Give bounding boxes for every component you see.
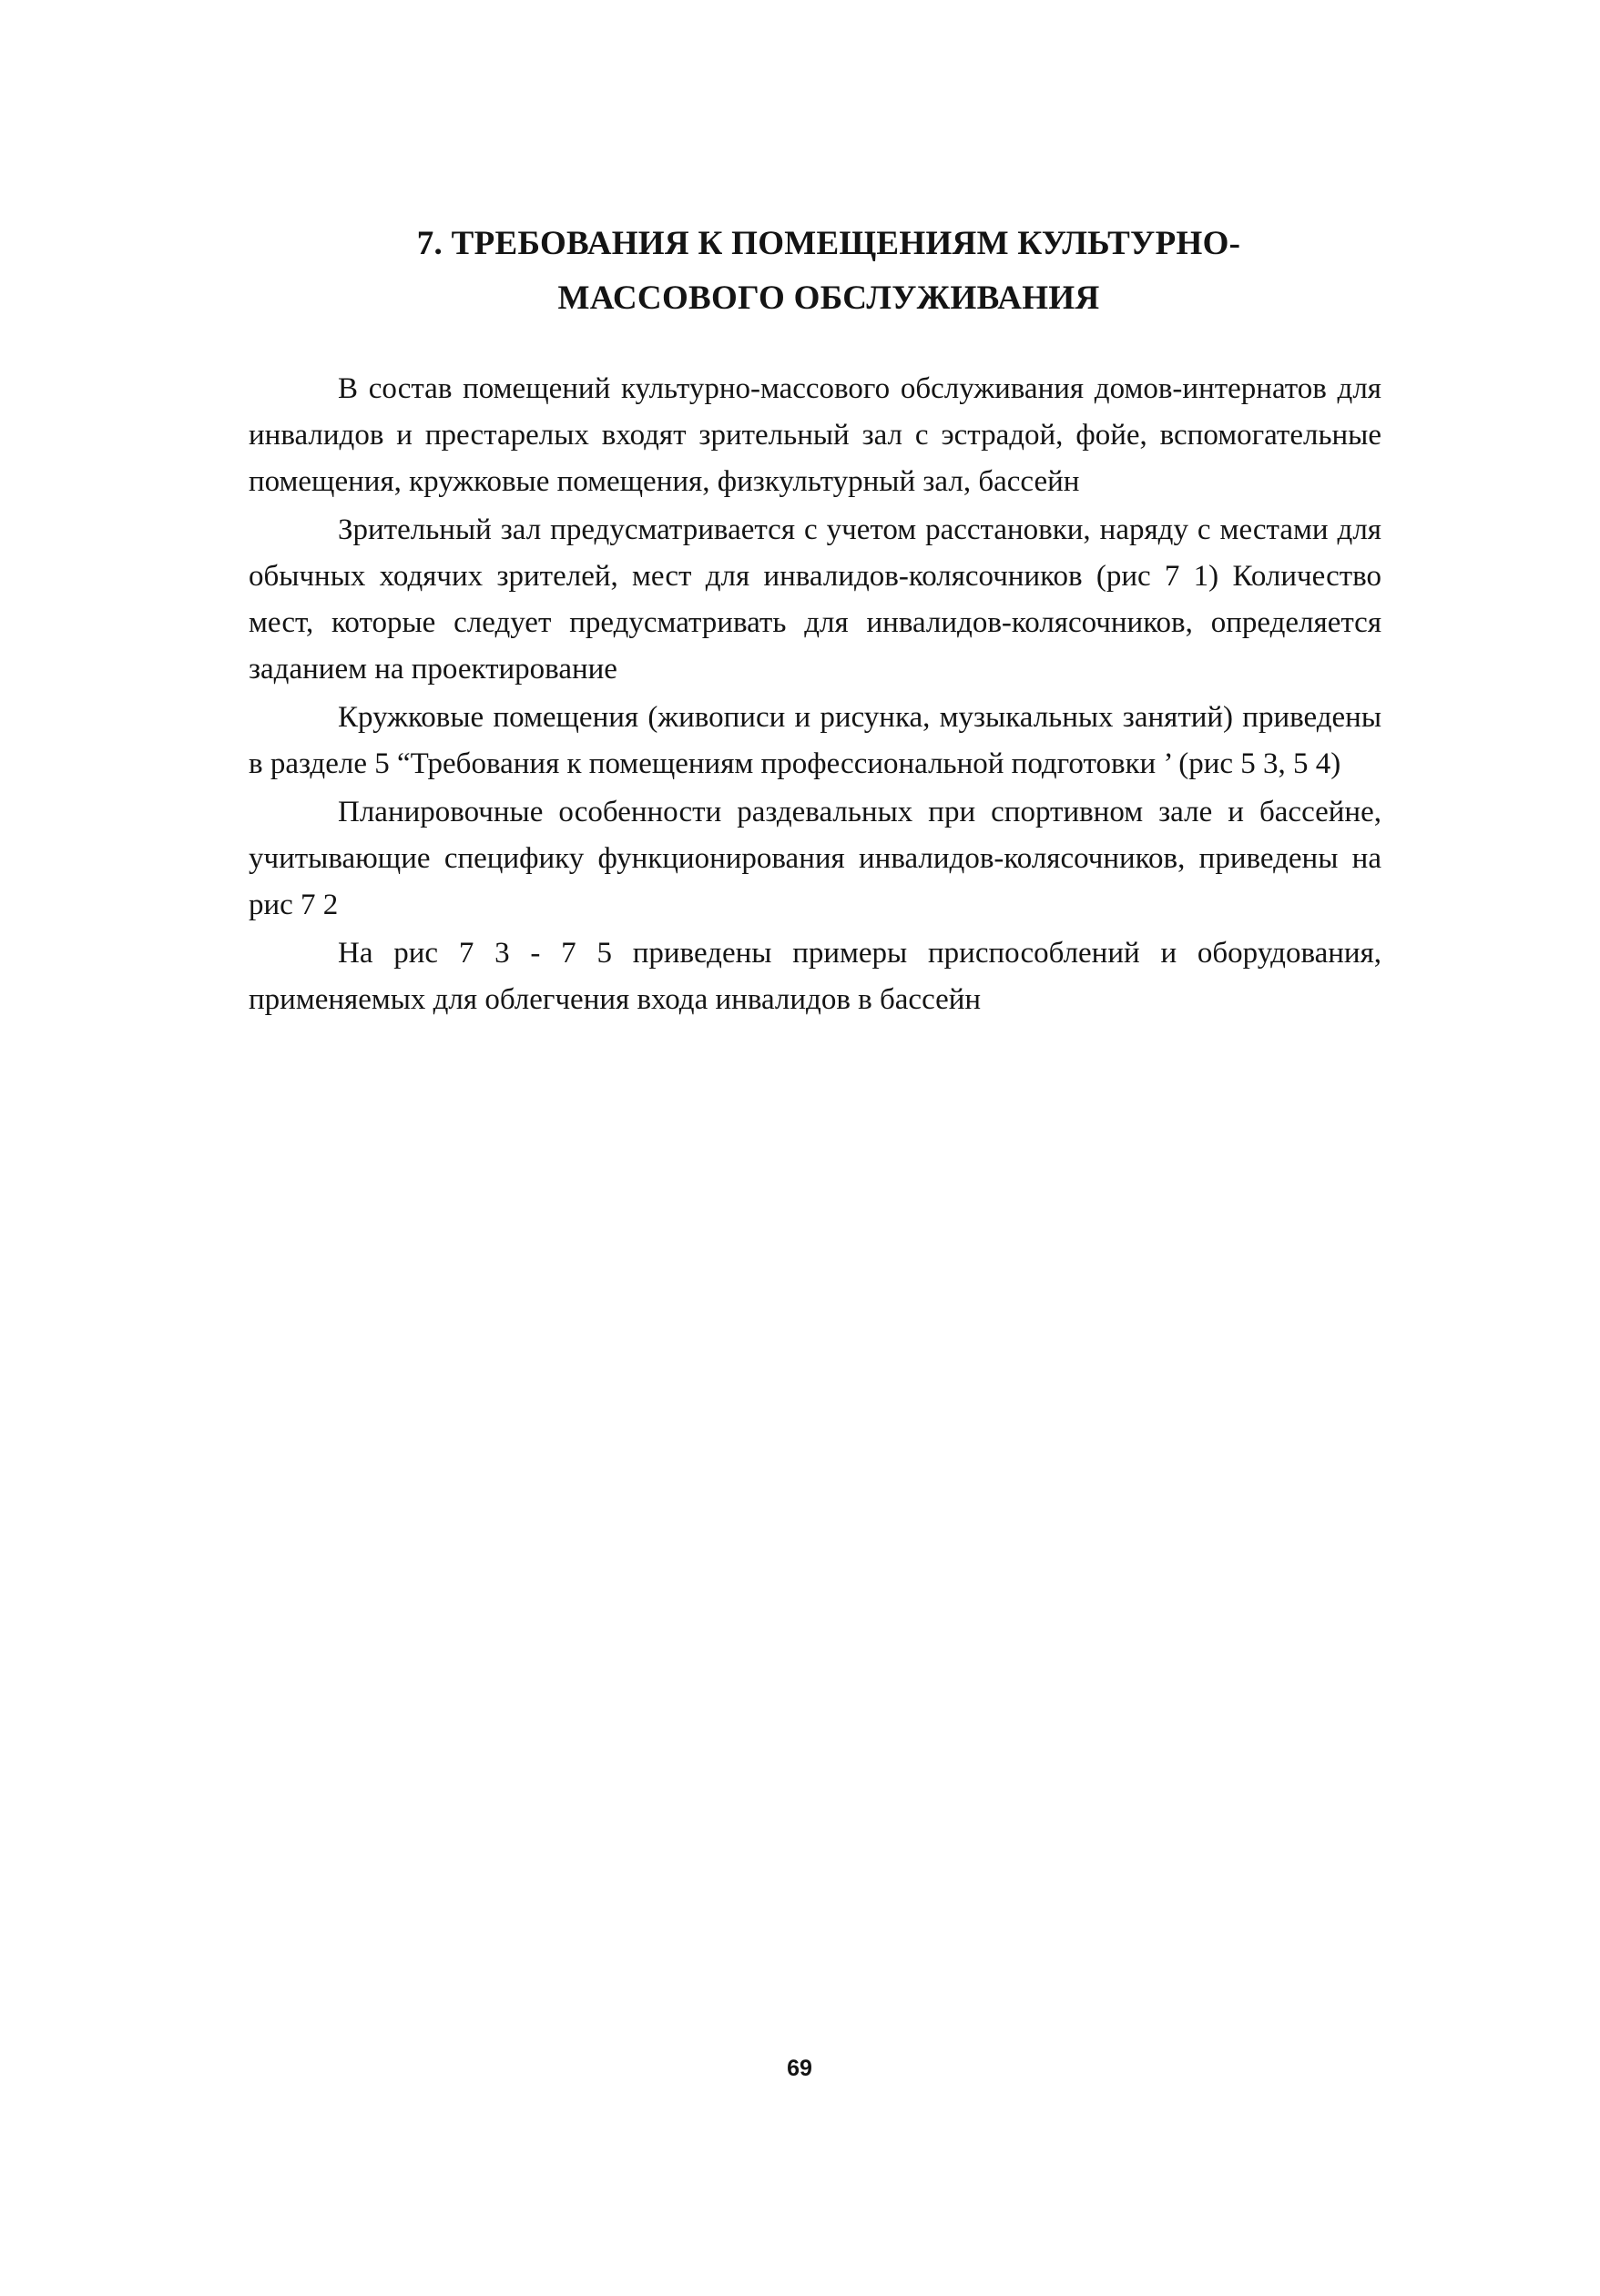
section-heading-line-2: МАССОВОГО ОБСЛУЖИВАНИЯ [557, 279, 1100, 317]
page-number: 69 [787, 2056, 812, 2081]
paragraph-3: Кружковые помещения (живописи и рисунка, музыкальных занятий) приведены в разделе 5 “Требования к помещениям профессиональной подготовки ’ (рис 5 3, 5 4) [249, 701, 1381, 780]
body-text [249, 366, 1381, 1025]
paragraph-1: В состав помещений культурно-массового обслуживания домов-интернатов для инвалидов и престарелых входят зрительный зал с эстрадой, фойе, вспомогательные помещения, кружковые помещения, физкультурный зал, бассейн [249, 372, 1381, 498]
paragraph-5: На рис 7 3 - 7 5 приведены примеры приспособлений и оборудования, применяемых для облегчения входа инвалидов в бассейн [249, 937, 1381, 1016]
section-heading [250, 217, 1407, 326]
section-heading-line-1: 7. ТРЕБОВАНИЯ К ПОМЕЩЕНИЯМ КУЛЬТУРНО- [416, 225, 1241, 262]
paragraph-2: Зрительный зал предусматривается с учетом расстановки, наряду с местами для обычных ходячих зрителей, мест для инвалидов-колясочников (рис 7 1) Количество мест, которые следует предусматривать для инвалидов-колясочников, определяется заданием на проектирование [249, 513, 1381, 686]
paragraph-4: Планировочные особенности раздевальных при спортивном зале и бассейне, учитывающие специфику функционирования инвалидов-колясочников, приведены на рис 7 2 [249, 796, 1381, 921]
